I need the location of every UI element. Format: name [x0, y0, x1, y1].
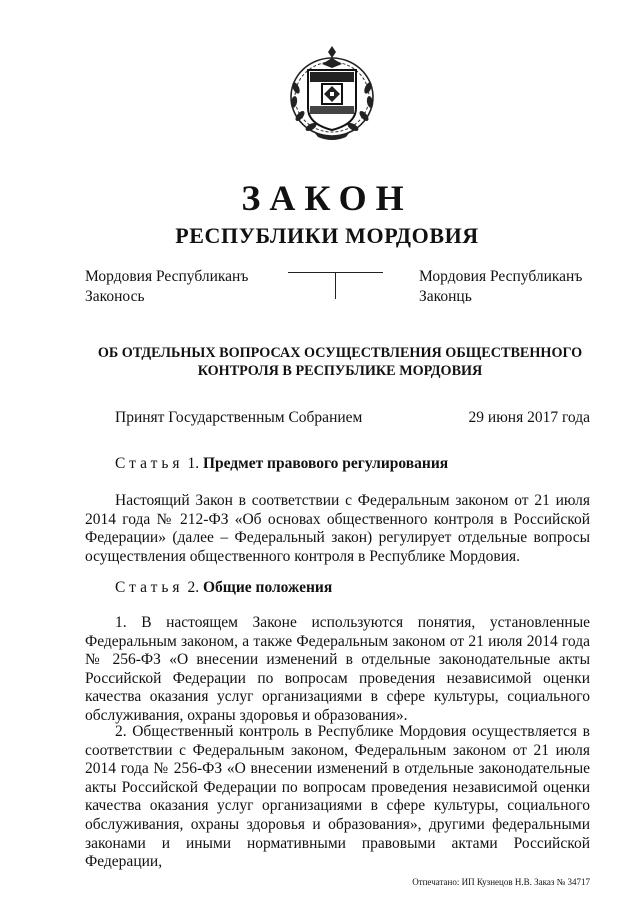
article-1-heading: [115, 454, 448, 474]
law-name-line2: КОНТРОЛЯ В РЕСПУБЛИКЕ МОРДОВИЯ: [197, 363, 483, 379]
article-2-heading: [115, 578, 332, 598]
erzya-title-right: [419, 267, 582, 307]
moksha-title-left: [85, 267, 248, 307]
adoption-date: 29 июня 2017 года: [468, 409, 590, 426]
article-1-text: Настоящий Закон в соответствии с Федеральным законом от 21 июля 2014 года № 212-ФЗ «Об основах общественного контроля в Российской Федерации» (далее – Федеральный закон) регулирует отдельные вопросы осуществления общественного контроля в Республике Мордовия.: [85, 492, 590, 565]
article-1-word: Статья: [115, 455, 184, 472]
law-name-line1: ОБ ОТДЕЛЬНЫХ ВОПРОСАХ ОСУЩЕСТВЛЕНИЯ ОБЩЕСТВЕННОГО: [97, 345, 583, 361]
moksha-left-line2: Законось: [85, 288, 145, 305]
article-1-number: 1.: [187, 455, 200, 472]
article-1-title: Предмет правового регулирования: [202, 455, 449, 472]
coat-of-arms-icon: [284, 44, 380, 142]
article-2-word: Статья: [115, 579, 184, 596]
article-2-title: Общие положения: [202, 579, 333, 596]
printed-by-footer: Отпечатано: ИП Кузнецов Н.В. Заказ № 34717: [412, 877, 590, 887]
article-2-number: 2.: [187, 579, 200, 596]
republic-subtitle: РЕСПУБЛИКИ МОРДОВИЯ: [175, 223, 479, 248]
article-2-item-1: 1. В настоящем Законе используются понятия, установленные Федеральным законом, а также Федеральным законом от 21 июля 2014 года № 256-ФЗ «О внесении изменений в отдельные законодательные акты Российской Федерации по вопросам проведения независимой оценки качества оказания услуг организациями в сфере культуры, социального обслуживания, охраны здоровья и образования».: [85, 614, 590, 724]
moksha-left-line1: Мордовия Республиканъ: [85, 268, 249, 285]
erzya-right-line2: Законць: [419, 288, 472, 305]
law-title: ЗАКОН: [241, 178, 413, 218]
header-divider-vertical: [335, 272, 336, 299]
law-name: [60, 344, 620, 380]
article-2-item-2: 2. Общественный контроль в Республике Мордовия осуществляется в соответствии с Федеральным законом, Федеральным законом от 21 июля 2014 года № 256-ФЗ «О внесении изменений в отдельные законодательные акты Российской Федерации по вопросам проведения независимой оценки качества оказания услуг организациями в сфере культуры, социального обслуживания, охраны здоровья и образования», другими федеральными законами и иными нормативными правовыми актами Российской Федерации,: [85, 723, 590, 871]
erzya-right-line1: Мордовия Республиканъ: [419, 268, 583, 285]
accepted-by: Принят Государственным Собранием: [115, 409, 363, 426]
